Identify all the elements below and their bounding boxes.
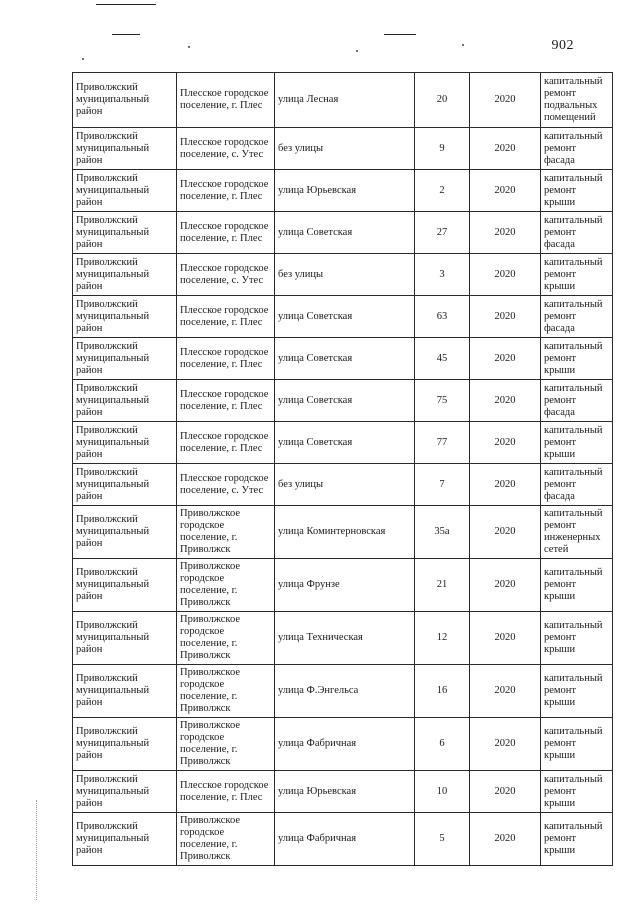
street-cell: улица Лесная xyxy=(275,73,415,128)
district-cell: Приволжский муниципальный район xyxy=(73,296,177,338)
house-number-cell: 12 xyxy=(415,612,470,665)
table-row xyxy=(73,380,613,422)
district-cell: Приволжский муниципальный район xyxy=(73,73,177,128)
work-type-cell: капитальный ремонт фасада xyxy=(541,128,613,170)
work-type-cell: капитальный ремонт фасада xyxy=(541,296,613,338)
year-cell: 2020 xyxy=(470,506,541,559)
table-row xyxy=(73,73,613,128)
district-cell: Приволжский муниципальный район xyxy=(73,813,177,866)
house-number-cell: 3 xyxy=(415,254,470,296)
table-row xyxy=(73,718,613,771)
table-row xyxy=(73,464,613,506)
street-cell: улица Техническая xyxy=(275,612,415,665)
street-cell: улица Советская xyxy=(275,296,415,338)
street-cell: без улицы xyxy=(275,254,415,296)
district-cell: Приволжский муниципальный район xyxy=(73,128,177,170)
work-type-cell: капитальный ремонт крыши xyxy=(541,254,613,296)
year-cell: 2020 xyxy=(470,128,541,170)
year-cell: 2020 xyxy=(470,422,541,464)
scan-artifact-speck xyxy=(356,50,358,52)
table-row xyxy=(73,338,613,380)
table-row xyxy=(73,559,613,612)
street-cell: улица Фабричная xyxy=(275,813,415,866)
district-cell: Приволжский муниципальный район xyxy=(73,254,177,296)
table-row xyxy=(73,665,613,718)
district-cell: Приволжский муниципальный район xyxy=(73,718,177,771)
house-number-cell: 21 xyxy=(415,559,470,612)
district-cell: Приволжский муниципальный район xyxy=(73,506,177,559)
settlement-cell: Приволжское городское поселение, г. Приволжск xyxy=(177,718,275,771)
work-type-cell: капитальный ремонт крыши xyxy=(541,170,613,212)
district-cell: Приволжский муниципальный район xyxy=(73,464,177,506)
work-type-cell: капитальный ремонт инженерных сетей xyxy=(541,506,613,559)
scan-artifact-margin xyxy=(36,800,38,900)
house-number-cell: 6 xyxy=(415,718,470,771)
settlement-cell: Плесское городское поселение, г. Плес xyxy=(177,338,275,380)
work-type-cell: капитальный ремонт фасада xyxy=(541,380,613,422)
settlement-cell: Плесское городское поселение, г. Плес xyxy=(177,296,275,338)
street-cell: улица Советская xyxy=(275,338,415,380)
settlement-cell: Плесское городское поселение, с. Утес xyxy=(177,464,275,506)
street-cell: улица Юрьевская xyxy=(275,170,415,212)
district-cell: Приволжский муниципальный район xyxy=(73,380,177,422)
street-cell: улица Советская xyxy=(275,422,415,464)
year-cell: 2020 xyxy=(470,170,541,212)
district-cell: Приволжский муниципальный район xyxy=(73,338,177,380)
settlement-cell: Приволжское городское поселение, г. Приволжск xyxy=(177,665,275,718)
house-number-cell: 10 xyxy=(415,771,470,813)
district-cell: Приволжский муниципальный район xyxy=(73,771,177,813)
district-cell: Приволжский муниципальный район xyxy=(73,665,177,718)
work-type-cell: капитальный ремонт крыши xyxy=(541,612,613,665)
year-cell: 2020 xyxy=(470,212,541,254)
work-type-cell: капитальный ремонт фасада xyxy=(541,212,613,254)
year-cell: 2020 xyxy=(470,254,541,296)
district-cell: Приволжский муниципальный район xyxy=(73,559,177,612)
house-number-cell: 7 xyxy=(415,464,470,506)
year-cell: 2020 xyxy=(470,718,541,771)
work-type-cell: капитальный ремонт крыши xyxy=(541,559,613,612)
table-row xyxy=(73,212,613,254)
settlement-cell: Плесское городское поселение, с. Утес xyxy=(177,128,275,170)
settlement-cell: Приволжское городское поселение, г. Приволжск xyxy=(177,813,275,866)
street-cell: улица Советская xyxy=(275,380,415,422)
scan-artifact-speck xyxy=(82,58,84,60)
house-number-cell: 27 xyxy=(415,212,470,254)
house-number-cell: 2 xyxy=(415,170,470,212)
year-cell: 2020 xyxy=(470,665,541,718)
table-row xyxy=(73,296,613,338)
scan-artifact-line xyxy=(384,34,416,35)
work-type-cell: капитальный ремонт крыши xyxy=(541,338,613,380)
district-cell: Приволжский муниципальный район xyxy=(73,170,177,212)
settlement-cell: Плесское городское поселение, с. Утес xyxy=(177,254,275,296)
street-cell: без улицы xyxy=(275,128,415,170)
year-cell: 2020 xyxy=(470,464,541,506)
year-cell: 2020 xyxy=(470,813,541,866)
work-type-cell: капитальный ремонт крыши xyxy=(541,422,613,464)
work-type-cell: капитальный ремонт крыши xyxy=(541,718,613,771)
table-row xyxy=(73,813,613,866)
house-number-cell: 20 xyxy=(415,73,470,128)
table-row xyxy=(73,506,613,559)
street-cell: без улицы xyxy=(275,464,415,506)
table-row xyxy=(73,128,613,170)
table-row xyxy=(73,170,613,212)
district-cell: Приволжский муниципальный район xyxy=(73,212,177,254)
table-body xyxy=(73,73,613,866)
table-row xyxy=(73,771,613,813)
house-number-cell: 45 xyxy=(415,338,470,380)
work-type-cell: капитальный ремонт крыши xyxy=(541,771,613,813)
year-cell: 2020 xyxy=(470,338,541,380)
table-row xyxy=(73,612,613,665)
scan-artifact-speck xyxy=(462,44,464,46)
table-row xyxy=(73,422,613,464)
scan-artifact-line xyxy=(96,4,156,5)
street-cell: улица Коминтерновская xyxy=(275,506,415,559)
settlement-cell: Приволжское городское поселение, г. Приволжск xyxy=(177,506,275,559)
work-type-cell: капитальный ремонт крыши xyxy=(541,813,613,866)
house-number-cell: 35а xyxy=(415,506,470,559)
scan-artifact-line xyxy=(112,34,140,35)
house-number-cell: 75 xyxy=(415,380,470,422)
year-cell: 2020 xyxy=(470,296,541,338)
year-cell: 2020 xyxy=(470,612,541,665)
street-cell: улица Юрьевская xyxy=(275,771,415,813)
scan-artifact-speck xyxy=(188,46,190,48)
house-number-cell: 5 xyxy=(415,813,470,866)
settlement-cell: Приволжское городское поселение, г. Приволжск xyxy=(177,612,275,665)
page-number: 902 xyxy=(551,38,574,53)
settlement-cell: Плесское городское поселение, г. Плес xyxy=(177,73,275,128)
district-cell: Приволжский муниципальный район xyxy=(73,422,177,464)
street-cell: улица Фрунзе xyxy=(275,559,415,612)
year-cell: 2020 xyxy=(470,559,541,612)
year-cell: 2020 xyxy=(470,73,541,128)
work-type-cell: капитальный ремонт фасада xyxy=(541,464,613,506)
district-cell: Приволжский муниципальный район xyxy=(73,612,177,665)
street-cell: улица Ф.Энгельса xyxy=(275,665,415,718)
work-type-cell: капитальный ремонт крыши xyxy=(541,665,613,718)
year-cell: 2020 xyxy=(470,380,541,422)
house-number-cell: 63 xyxy=(415,296,470,338)
repair-registry-table xyxy=(72,72,613,866)
house-number-cell: 16 xyxy=(415,665,470,718)
settlement-cell: Приволжское городское поселение, г. Приволжск xyxy=(177,559,275,612)
settlement-cell: Плесское городское поселение, г. Плес xyxy=(177,422,275,464)
work-type-cell: капитальный ремонт подвальных помещений xyxy=(541,73,613,128)
year-cell: 2020 xyxy=(470,771,541,813)
street-cell: улица Советская xyxy=(275,212,415,254)
street-cell: улица Фабричная xyxy=(275,718,415,771)
settlement-cell: Плесское городское поселение, г. Плес xyxy=(177,380,275,422)
settlement-cell: Плесское городское поселение, г. Плес xyxy=(177,170,275,212)
settlement-cell: Плесское городское поселение, г. Плес xyxy=(177,212,275,254)
table-row xyxy=(73,254,613,296)
settlement-cell: Плесское городское поселение, г. Плес xyxy=(177,771,275,813)
house-number-cell: 77 xyxy=(415,422,470,464)
house-number-cell: 9 xyxy=(415,128,470,170)
